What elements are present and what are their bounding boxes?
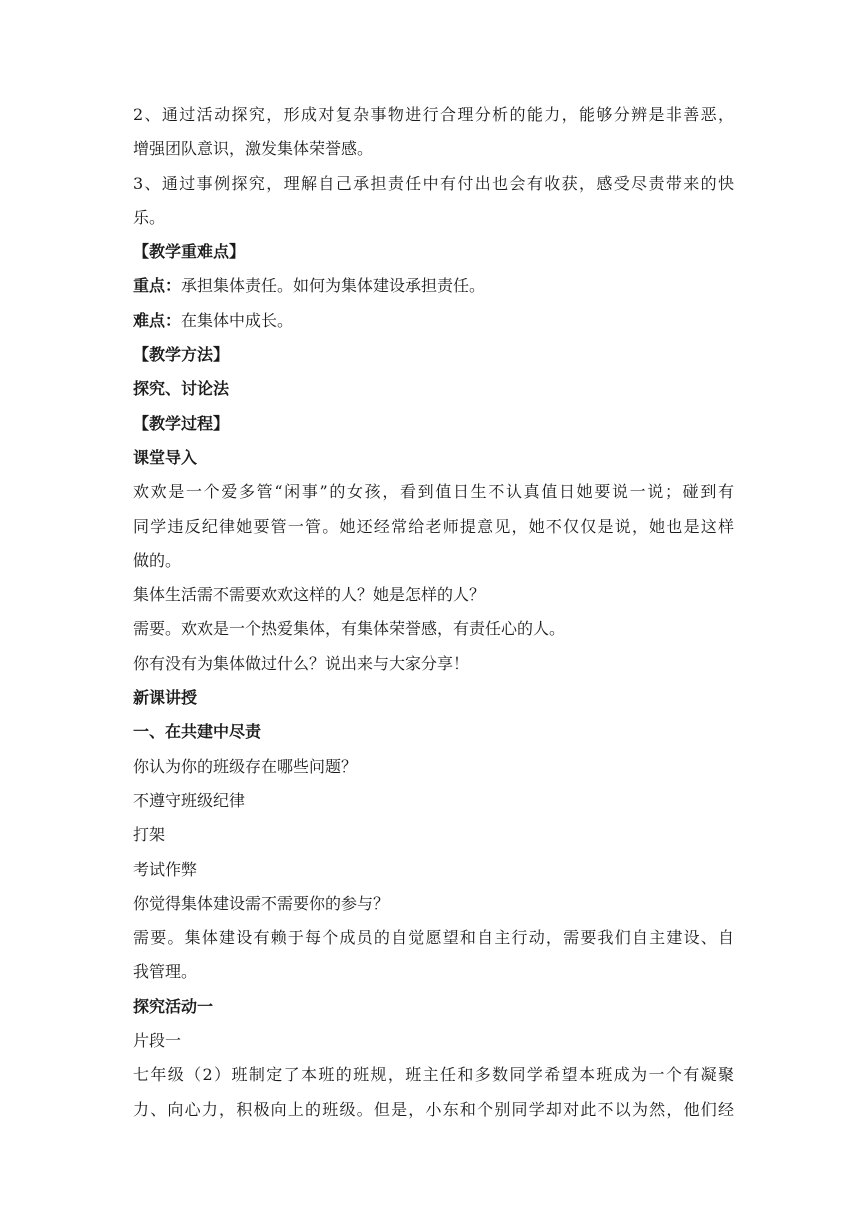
objective-2-line-1: 2、通过活动探究，形成对复杂事物进行合理分析的能力，能够分辨是非善恶， bbox=[133, 105, 734, 124]
answer-2-line-1: 需要。集体建设有赖于每个成员的自觉愿望和自主行动，需要我们自主建设、自 bbox=[133, 928, 734, 948]
objective-2-line-2: 增强团队意识，激发集体荣誉感。 bbox=[133, 139, 374, 159]
key-point-text: 承担集体责任。如何为集体建设承担责任。 bbox=[181, 276, 486, 296]
difficult-point-text: 在集体中成长。 bbox=[181, 310, 294, 330]
question-3: 你认为你的班级存在哪些问题？ bbox=[133, 756, 358, 776]
answer-1: 需要。欢欢是一个热爱集体，有集体荣誉感，有责任心的人。 bbox=[133, 619, 566, 639]
heading-teaching-method: 【教学方法】 bbox=[133, 345, 230, 365]
key-point bbox=[133, 269, 734, 303]
story-line-2: 力、向心力，积极向上的班级。但是，小东和个别同学却对此不以为然，他们经 bbox=[133, 1099, 734, 1119]
intro-line-3: 做的。 bbox=[133, 550, 182, 570]
heading-key-difficult-points: 【教学重难点】 bbox=[133, 242, 246, 262]
objective-3-line-1: 3、通过事例探究，理解自己承担责任中有付出也会有收获，感受尽责带来的快 bbox=[133, 173, 734, 193]
heading-section-1: 一、在共建中尽责 bbox=[133, 722, 262, 742]
heading-activity-1: 探究活动一 bbox=[133, 996, 214, 1016]
story-line-1: 七年级（2）班制定了本班的班规，班主任和多数同学希望本班成为一个有凝聚 bbox=[133, 1065, 734, 1085]
heading-new-lesson: 新课讲授 bbox=[133, 688, 198, 708]
difficult-point bbox=[133, 304, 734, 338]
difficult-point-label: 难点： bbox=[133, 310, 182, 330]
intro-line-2: 同学违反纪律她要管一管。她还经常给老师提意见，她不仅仅是说，她也是这样 bbox=[133, 516, 734, 536]
issue-item-1: 不遵守班级纪律 bbox=[133, 790, 246, 810]
issue-item-3: 考试作弊 bbox=[133, 859, 198, 879]
intro-line-1: 欢欢是一个爱多管“闲事”的女孩，看到值日生不认真值日她要说一说；碰到有 bbox=[133, 482, 734, 502]
question-1: 集体生活需不需要欢欢这样的人？她是怎样的人？ bbox=[133, 585, 486, 605]
fragment-1-label: 片段一 bbox=[133, 1031, 182, 1051]
key-point-label: 重点： bbox=[133, 276, 182, 296]
heading-class-intro: 课堂导入 bbox=[133, 447, 198, 467]
issue-item-2: 打架 bbox=[133, 825, 166, 845]
heading-teaching-process: 【教学过程】 bbox=[133, 413, 230, 433]
answer-2-line-2: 我管理。 bbox=[133, 962, 198, 982]
teaching-method-text: 探究、讨论法 bbox=[133, 379, 230, 399]
objective-3-line-2: 乐。 bbox=[133, 207, 166, 227]
question-2: 你有没有为集体做过什么？说出来与大家分享！ bbox=[133, 653, 470, 673]
question-4: 你觉得集体建设需不需要你的参与？ bbox=[133, 893, 390, 913]
